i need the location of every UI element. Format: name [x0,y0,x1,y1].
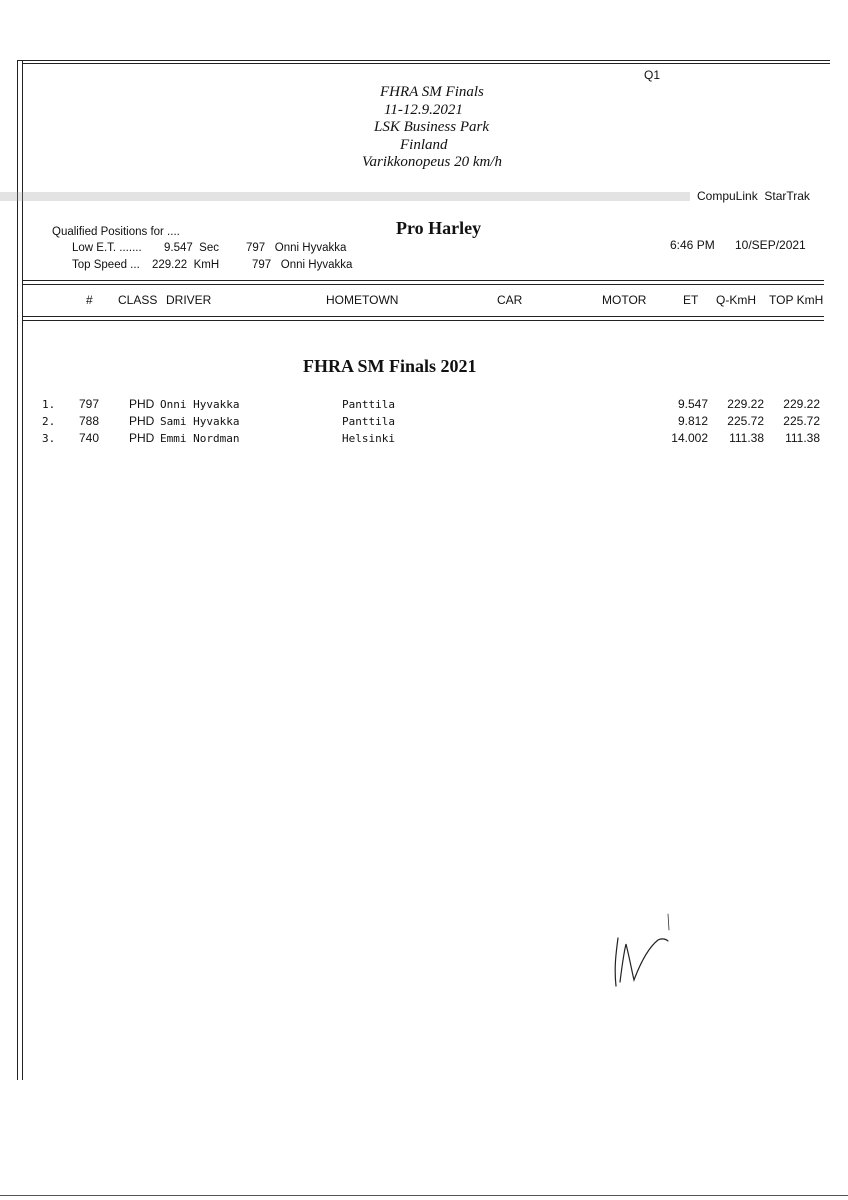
event-name: FHRA SM Finals [380,84,484,100]
col-driver: DRIVER [166,293,212,307]
row-topkmh: 111.38 [785,431,820,445]
left-border-inner [22,60,23,1080]
top-speed-value: 229.22 KmH [152,259,220,271]
row-number: 740 [79,431,100,445]
event-venue: LSK Business Park [374,119,490,135]
header-rule-top-1 [22,280,824,281]
low-et-driver: 797 Onni Hyvakka [246,242,347,254]
col-num: # [86,293,93,307]
top-speed-driver: 797 Onni Hyvakka [252,259,353,271]
row-topkmh: 229.22 [783,397,820,411]
left-border [17,60,18,1080]
row-class: PHD [129,397,155,411]
row-position: 3. [42,432,56,445]
top-speed-label: Top Speed ... [72,259,140,271]
header-rule-bottom-2 [22,320,824,321]
col-car: CAR [497,293,523,307]
event-speed-limit: Varikkonopeus 20 km/h [362,154,502,170]
bottom-rule [0,1195,848,1196]
row-topkmh: 225.72 [783,414,820,428]
row-position: 1. [42,398,56,411]
row-hometown: Helsinki [342,432,395,445]
top-border-inner [22,63,830,64]
row-number: 797 [79,397,100,411]
col-topkmh: TOP KmH [769,293,824,307]
system-name: CompuLink StarTrak [697,189,810,203]
row-driver: Onni Hyvakka [160,398,240,411]
signature-mark [596,908,686,998]
row-position: 2. [42,415,56,428]
report-date: 10/SEP/2021 [735,238,806,252]
qualified-label: Qualified Positions for .... [52,226,180,238]
dotted-separator [0,192,690,201]
header-rule-top-2 [22,284,824,285]
col-class: CLASS [118,293,158,307]
row-qkmh: 229.22 [727,397,764,411]
row-class: PHD [129,431,155,445]
event-header [330,84,550,172]
col-et: ET [683,293,699,307]
row-class: PHD [129,414,155,428]
row-driver: Emmi Nordman [160,432,240,445]
low-et-value: 9.547 Sec [164,242,219,254]
col-motor: MOTOR [602,293,647,307]
top-border [17,60,830,61]
row-et: 9.812 [677,414,708,428]
header-rule-bottom-1 [22,316,824,317]
event-country: Finland [400,136,448,153]
low-et-label: Low E.T. ....... [72,242,142,254]
row-qkmh: 111.38 [729,431,764,445]
section-title: FHRA SM Finals 2021 [303,356,477,376]
event-dates: 11-12.9.2021 [384,101,463,118]
row-hometown: Panttila [342,415,395,428]
report-time: 6:46 PM [670,238,715,252]
row-qkmh: 225.72 [727,414,764,428]
col-hometown: HOMETOWN [326,293,399,307]
class-title: Pro Harley [396,218,482,238]
row-et: 14.002 [671,431,708,445]
page-code: Q1 [644,68,661,82]
row-driver: Sami Hyvakka [160,415,240,428]
row-et: 9.547 [677,397,708,411]
row-hometown: Panttila [342,398,395,411]
col-qkmh: Q-KmH [716,293,756,307]
row-number: 788 [79,414,100,428]
